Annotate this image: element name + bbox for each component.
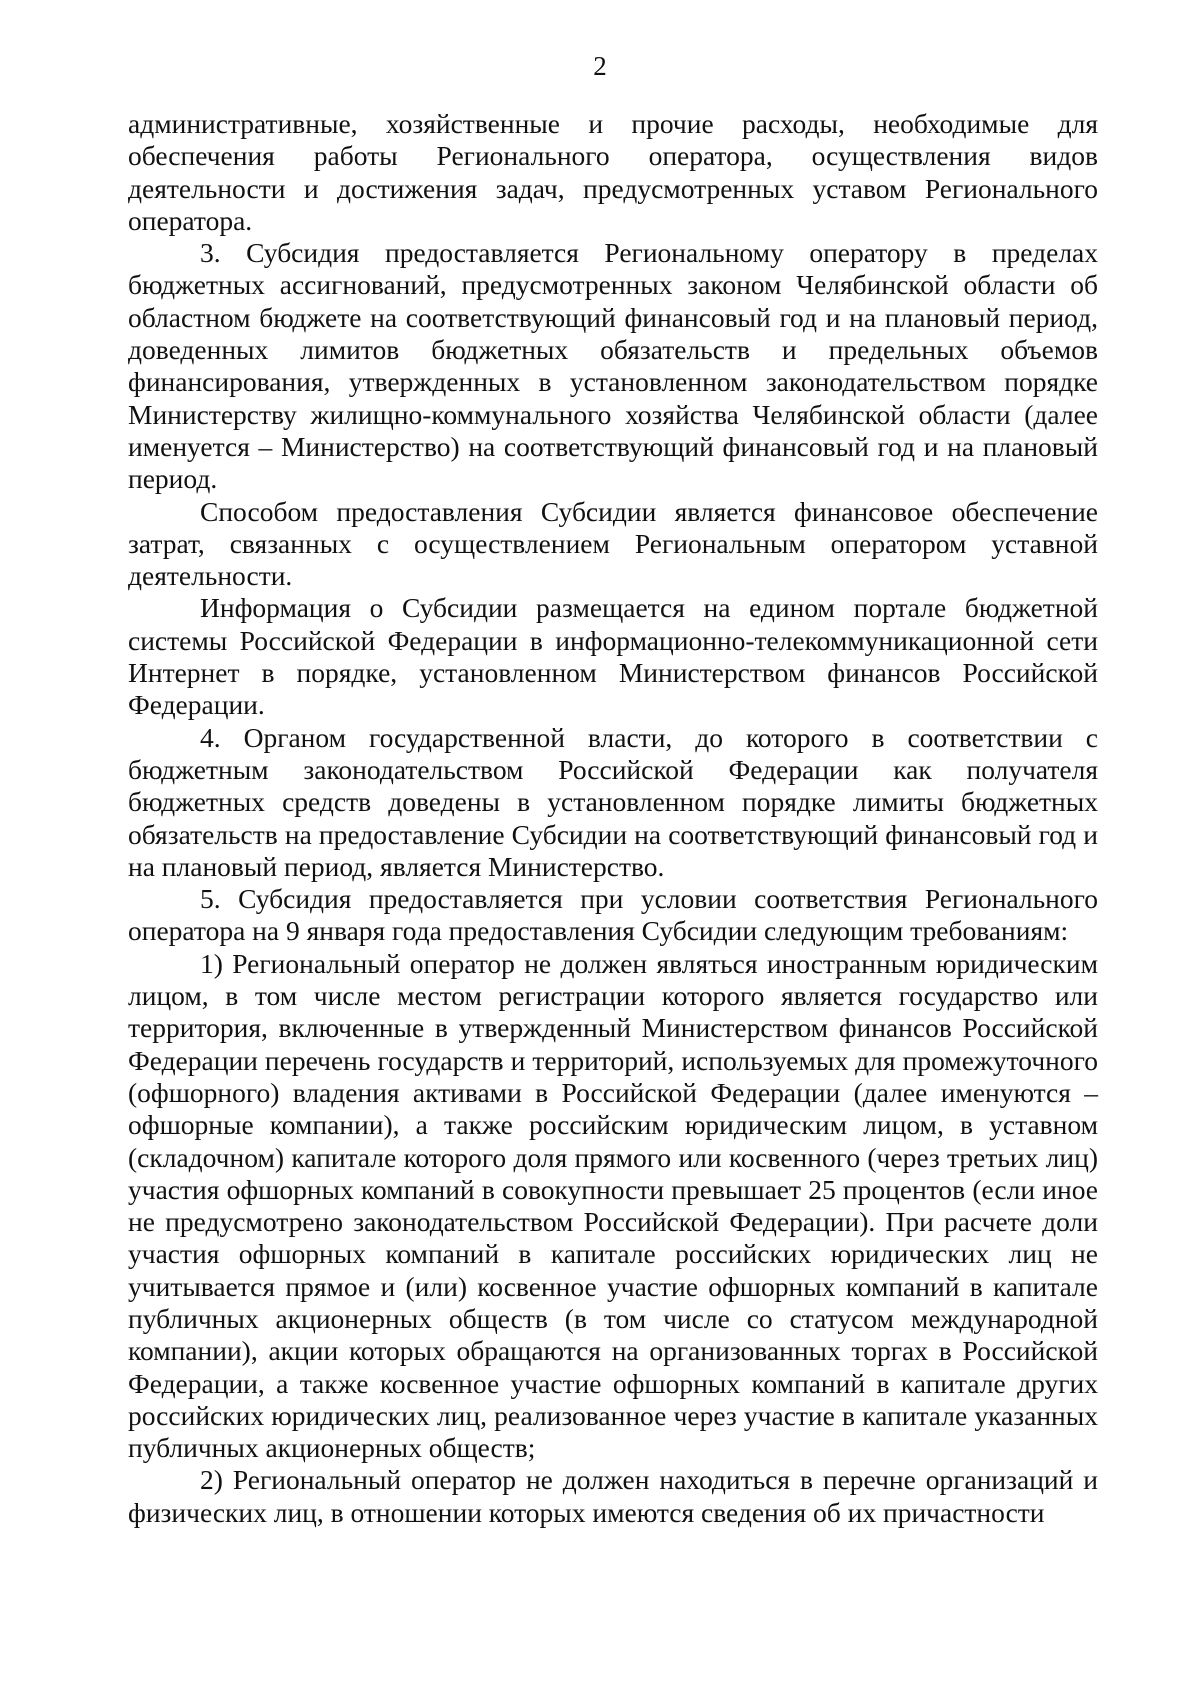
paragraph-clause-4: 4. Органом государственной власти, до которого в соответствии с бюджетным законодательством Российской Федерации как получателя бюджетных средств доведены в установленном порядке лимиты бюджетных обязательств на предоставление Субсидии на соответствующий финансовый год и на плановый период, является Министерство. [128,721,1098,882]
paragraph-clause-3: 3. Субсидия предоставляется Региональному оператору в пределах бюджетных ассигнований, предусмотренных законом Челябинской области об областном бюджете на соответствующий финансовый год и на плановый период, доведенных лимитов бюджетных обязательств и предельных объемов финансирования, утвержденных в установленном законодательством порядке Министерству жилищно-коммунального хозяйства Челябинской области (далее именуется – Министерство) на соответствующий финансовый год и на плановый период. [128,237,1098,495]
paragraph-requirement-1: 1) Региональный оператор не должен являться иностранным юридическим лицом, в том числе местом регистрации которого является государство или территория, включенные в утвержденный Министерством финансов Российской Федерации перечень государств и территорий, используемых для промежуточного (офшорного) владения активами в Российской Федерации (далее именуются – офшорные компании), а также российским юридическим лицом, в уставном (складочном) капитале которого доля прямого или косвенного (через третьих лиц) участия офшорных компаний в совокупности превышает 25 процентов (если иное не предусмотрено законодательством Российской Федерации). При расчете доли участия офшорных компаний в капитале российских юридических лиц не учитывается прямое и (или) косвенное участие офшорных компаний в капитале публичных акционерных обществ (в том числе со статусом международной компании), акции которых обращаются на организованных торгах в Российской Федерации, а также косвенное участие офшорных компаний в капитале других российских юридических лиц, реализованное через участие в капитале указанных публичных акционерных обществ; [128,947,1098,1464]
paragraph-clause-5: 5. Субсидия предоставляется при условии соответствия Регионального оператора на 9 января года предоставления Субсидии следующим требованиям: [128,883,1098,947]
document-body [128,108,1098,1529]
paragraph-expenses-continuation: административные, хозяйственные и прочие расходы, необходимые для обеспечения работы Регионального оператора, осуществления видов деятельности и достижения задач, предусмотренных уставом Регионального оператора. [128,108,1098,236]
page-number: 2 [593,51,607,81]
paragraph-subsidy-method: Способом предоставления Субсидии является финансовое обеспечение затрат, связанных с осуществлением Региональным оператором уставной деятельности. [128,495,1098,592]
paragraph-subsidy-information: Информация о Субсидии размещается на едином портале бюджетной системы Российской Федерации в информационно-телекоммуникационной сети Интернет в порядке, установленном Министерством финансов Российской Федерации. [128,592,1098,721]
paragraph-requirement-2: 2) Региональный оператор не должен находиться в перечне организаций и физических лиц, в отношении которых имеются сведения об их причастности [128,1464,1098,1528]
